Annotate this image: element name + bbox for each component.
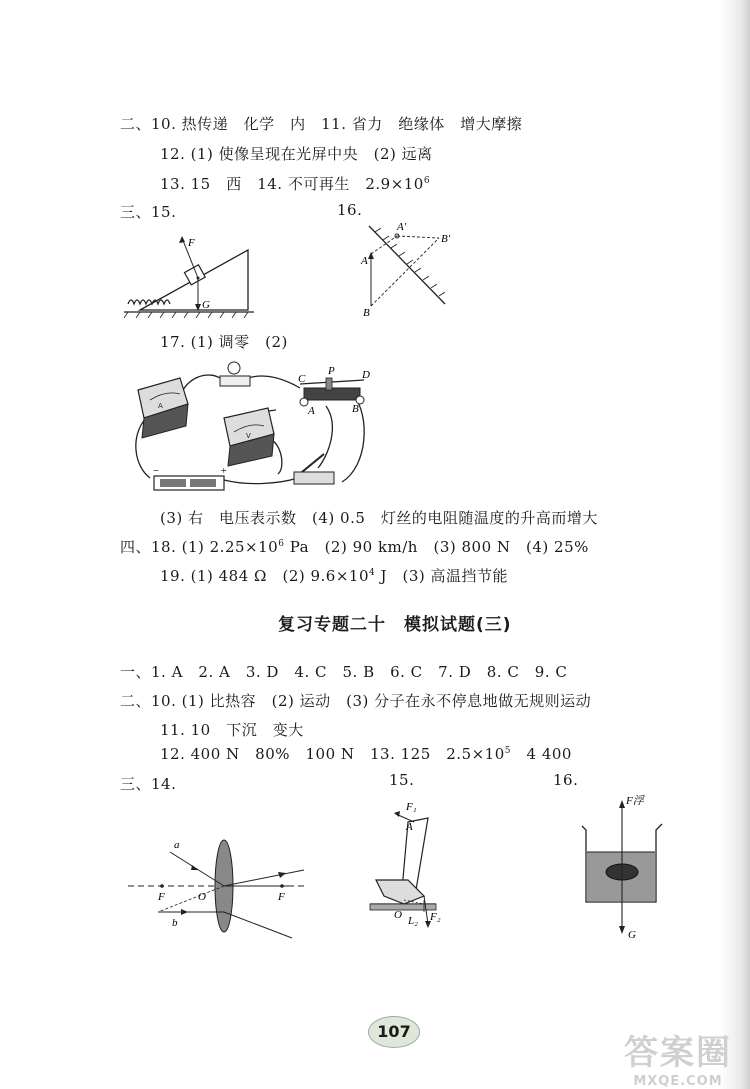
point-a: A [361,255,368,267]
terminal-b: B [352,403,359,415]
svg-text:A: A [158,402,163,410]
text: 13. 15 西 14. 不可再生 2.9×10 [160,175,424,193]
text: 二、10. 热传递 化学 内 11. 省力 绝缘体 增大摩擦 [120,115,523,133]
battery-minus: − [152,465,160,477]
answer-line-q17 [160,331,288,352]
answer-line-q19 [160,565,508,586]
answer-line-s2-q12-13 [160,743,572,764]
force-g-label: G [202,299,210,311]
answer-line-s2-q15-label [389,771,414,789]
figure-q15-incline [120,228,260,328]
text: 16. [553,771,579,789]
point-a-prime: A′ [397,221,407,233]
text: 二、10. (1) 比热容 (2) 运动 (3) 分子在永不停息地做无规则运动 [120,692,592,710]
answer-line-q16-label [337,201,362,219]
page-edge-shadow [720,0,750,1089]
answer-line-s2-q10 [120,690,591,711]
figure-q17-circuit [128,356,378,501]
superscript: 5 [504,746,512,756]
superscript: 6 [278,539,285,549]
focus-right-label: F [278,891,285,903]
answer-line-q15-label [120,201,176,222]
answer-line-s2-q1-9 [120,661,567,682]
superscript: 6 [423,176,431,186]
terminal-c: C [298,373,306,385]
force-f2-label: F₂ [430,911,441,923]
text: 17. (1) 调零 (2) [160,333,288,351]
ray-a-label: a [174,839,180,851]
fulcrum-o-label: O [394,909,402,921]
page-number: 107 [368,1016,420,1048]
text: 12. 400 N 80% 100 N 13. 125 2.5×10 [160,745,505,763]
superscript: 4 [369,568,376,578]
answer-line-q10-11 [120,113,522,134]
watermark-url: MXQE.COM [633,1074,723,1089]
answer-line-s2-q16-label [553,771,578,789]
point-b: B [363,307,370,319]
force-f-label: F [188,237,195,249]
buoyant-force-label: F浮 [626,795,644,807]
slider-p: P [328,365,335,377]
text: 四、18. (1) 2.25×10 [120,538,279,556]
answer-line-q12 [160,143,433,164]
text: 16. [337,201,363,219]
answer-line-q13-14 [160,173,430,194]
terminal-a: A [308,405,315,417]
figure-q15b-lever [364,800,464,945]
ray-b-label: b [172,917,178,929]
svg-text:V: V [246,432,251,440]
text: Pa (2) 90 km/h (3) 800 N (4) 25% [284,538,589,556]
gravity-label: G [628,929,636,941]
text: 12. (1) 使像呈现在光屏中央 (2) 远离 [160,145,433,163]
force-f1-label: F₁ [406,801,417,813]
figure-q16b-beaker [578,792,673,942]
text: (3) 右 电压表示数 (4) 0.5 灯丝的电阻随温度的升高而增大 [160,509,598,527]
watermark-text: 答案圈 [624,1033,732,1073]
text: 11. 10 下沉 变大 [160,721,304,739]
text: 19. (1) 484 Ω (2) 9.6×10 [160,567,369,585]
answer-line-q17-cont [160,507,598,528]
answer-line-s2-q14-label [120,773,176,794]
terminal-d: D [362,369,370,381]
text: 15. [389,771,415,789]
section-title: 复习专题二十 模拟试题(三) [278,615,512,635]
optical-center-label: O [198,891,206,903]
text: 三、15. [120,203,177,221]
point-b-prime: B′ [441,233,451,245]
watermark-logo [624,1025,732,1089]
text: 一、1. A 2. A 3. D 4. C 5. B 6. C 7. D 8. C 9. C [120,663,568,681]
figure-q14-lens [128,830,308,945]
text: J (3) 高温挡节能 [375,567,509,585]
arm-l2-label: L₂ [408,915,418,927]
focus-left-label: F [158,891,165,903]
answer-line-s2-q11 [160,719,304,740]
text: 三、14. [120,775,177,793]
point-a-label: A [406,821,413,833]
battery-plus: + [220,465,228,477]
figure-q16-mirror [357,218,467,323]
text: 4 400 [511,745,572,763]
answer-line-q18 [120,536,589,557]
